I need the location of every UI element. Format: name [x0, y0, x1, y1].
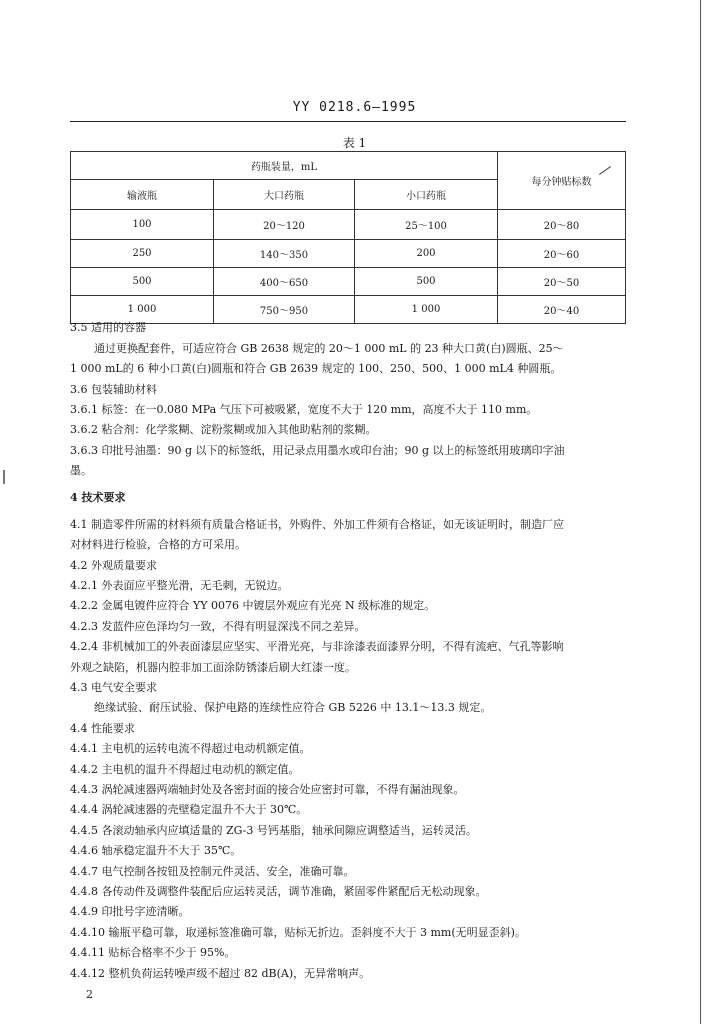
paragraph-line: 4.4.5 各滚动轴承内应填适量的 ZG-3 号钙基脂，轴承间隙应调整适当，运转灵活。	[70, 824, 477, 837]
paragraph-line: 墨。	[70, 464, 92, 477]
table-cell: 250	[71, 240, 214, 268]
paragraph-line: 4.2.4 非机械加工的外表面漆层应坚实、平滑光亮，与非涂漆表面漆界分明，不得有流疤、气孔等影响	[70, 640, 564, 653]
section-heading: 4.4 性能要求	[70, 722, 135, 735]
table-row	[71, 296, 626, 324]
paragraph-line: 4.2.2 金属电镀件应符合 YY 0076 中镀层外观应有光亮 N 级标准的规定。	[70, 599, 436, 612]
section-heading: 4.2 外观质量要求	[70, 559, 157, 572]
section-heading: 4 技术要求	[70, 491, 126, 504]
paragraph-line: 4.2.1 外表面应平整光滑，无毛刺，无锐边。	[70, 579, 289, 592]
table-cell: 20～50	[498, 268, 626, 296]
table-cell: 140～350	[214, 240, 355, 268]
scan-edge-line	[700, 0, 701, 1024]
column-header: 大口药瓶	[214, 180, 355, 210]
table-cell: 200	[355, 240, 498, 268]
paragraph-line: 4.4.2 主电机的温升不得超过电动机的额定值。	[70, 763, 300, 776]
header-rule	[70, 121, 626, 122]
paragraph-line: 对材料进行检验，合格的方可采用。	[70, 538, 246, 551]
table-cell: 400～650	[214, 268, 355, 296]
standard-header: YY 0218.6—1995	[292, 100, 417, 115]
table-cell: 500	[355, 268, 498, 296]
table-row	[71, 210, 626, 240]
column-header: 小口药瓶	[355, 180, 498, 210]
table-cell: 20～80	[498, 210, 626, 240]
table-cell: 1 000	[355, 296, 498, 324]
table-cell: 20～120	[214, 210, 355, 240]
paragraph-line: 3.6.1 标签：在一0.080 MPa 气压下可被吸紧，宽度不大于 120 mm，高度不大于 110 mm。	[70, 403, 538, 416]
group-header: 药瓶装量，mL	[71, 152, 498, 180]
section-heading: 3.5 适用的容器	[70, 321, 146, 334]
paragraph-line: 4.2.3 发蓝件应色泽均匀一致，不得有明显深浅不同之差异。	[70, 620, 366, 633]
paragraph-line: 4.4.8 各传动件及调整件装配后应运转灵活，调节准确，紧固零件紧配后无松动现象。	[70, 885, 487, 898]
table-row	[71, 268, 626, 296]
bottle-rate-table	[70, 151, 626, 324]
paragraph-line: 外观之缺陷，机器内腔非加工面涂防锈漆后刷大红漆一度。	[70, 661, 356, 674]
paragraph-line: 4.4.4 涡轮减速器的壳壁稳定温升不大于 30℃。	[70, 803, 308, 816]
page-number: 2	[86, 988, 93, 1001]
paragraph-line: 绝缘试验、耐压试验、保护电路的连续性应符合 GB 5226 中 13.1～13.3 规定。	[94, 701, 492, 714]
paragraph-line: 4.4.1 主电机的运转电流不得超过电动机额定值。	[70, 742, 311, 755]
section-heading: 3.6 包装辅助材料	[70, 383, 157, 396]
paragraph-line: 4.4.7 电气控制各按钮及控制元件灵活、安全，准确可靠。	[70, 865, 355, 878]
table-row	[71, 240, 626, 268]
table-cell: 100	[71, 210, 214, 240]
rate-header: 每分钟贴标数	[498, 152, 626, 210]
paragraph-line: 4.1 制造零件所需的材料须有质量合格证书，外购件、外加工件须有合格证，如无该证明时，制造厂应	[70, 518, 564, 531]
table-cell: 500	[71, 268, 214, 296]
section-heading: 4.3 电气安全要求	[70, 681, 157, 694]
paragraph-line: 4.4.11 贴标合格率不少于 95%。	[70, 946, 236, 959]
paragraph-line: 通过更换配套件，可适应符合 GB 2638 规定的 20～1 000 mL 的 23 种大口黄(白)圆瓶、25～	[94, 342, 564, 355]
table-caption: 表 1	[342, 136, 367, 150]
paragraph-line: 3.6.3 印批号油墨：90 g 以下的标签纸，用记录点用墨水或印台油；90 g 以上的标签纸用玻璃印字油	[70, 444, 565, 457]
paragraph-line: 4.4.10 输瓶平稳可靠，取递标签准确可靠，贴标无折边。歪斜度不大于 3 mm(无明显歪斜)。	[70, 926, 526, 939]
paragraph-line: 4.4.6 轴承稳定温升不大于 35℃。	[70, 844, 242, 857]
table-cell: 1 000	[71, 296, 214, 324]
table-cell: 25～100	[355, 210, 498, 240]
paragraph-line: 4.4.12 整机负荷运转噪声级不超过 82 dB(A)，无异常响声。	[70, 967, 371, 980]
paragraph-line: 4.4.9 印批号字迹清晰。	[70, 905, 190, 918]
paragraph-line: 4.4.3 涡轮减速器两端轴封处及各密封面的接合处应密封可靠，不得有漏油现象。	[70, 783, 465, 796]
table-cell: 20～60	[498, 240, 626, 268]
scan-margin-mark	[3, 470, 5, 484]
table-cell: 750～950	[214, 296, 355, 324]
paragraph-line: 3.6.2 粘合剂：化学浆糊、淀粉浆糊或加入其他助粘剂的浆糊。	[70, 423, 377, 436]
paragraph-line: 1 000 mL的 6 种小口黄(白)圆瓶和符合 GB 2639 规定的 100、250、500、1 000 mL4 种圆瓶。	[70, 362, 562, 375]
column-header: 输液瓶	[71, 180, 214, 210]
table-cell: 20～40	[498, 296, 626, 324]
